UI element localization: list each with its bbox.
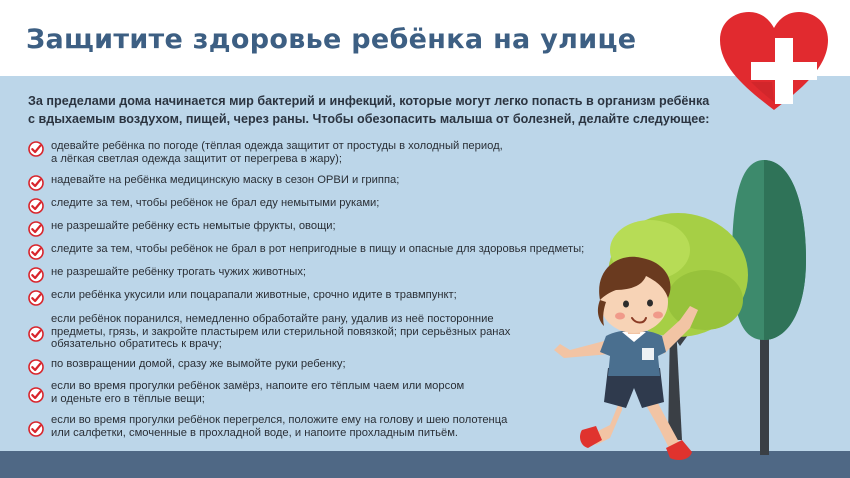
list-item [28, 174, 399, 191]
list-item [28, 266, 306, 283]
item-text: одевайте ребёнка по погоде (тёплая одежда защитит от простуды в холодный период, [51, 140, 503, 152]
list-item [28, 220, 336, 237]
checkmark-icon [28, 359, 44, 375]
checkmark-icon [28, 421, 44, 437]
item-text: если ребёнок поранился, немедленно обработайте рану, удалив из неё посторонние [51, 313, 494, 325]
heart-cross-icon [718, 10, 830, 114]
list-item [28, 140, 503, 165]
intro-text [28, 92, 718, 128]
list-item [28, 289, 457, 306]
item-text: не разрешайте ребёнку есть немытые фрукты, овощи; [51, 220, 336, 232]
checkmark-icon [28, 244, 44, 260]
item-text: если во время прогулки ребёнок замёрз, напоите его тёплым чаем или морсом [51, 380, 465, 392]
item-text: обязательно обратитесь к врачу; [51, 338, 222, 350]
checkmark-icon [28, 198, 44, 214]
item-text: и оденьте его в тёплые вещи; [51, 392, 205, 405]
checkmark-icon [28, 221, 44, 237]
intro-line: с вдыхаемым воздухом, пищей, через раны. Чтобы обезопасить малыша от болезней, делайте следующее: [28, 112, 710, 126]
list-item [28, 243, 584, 260]
list-item [28, 358, 346, 375]
item-text: если во время прогулки ребёнок перегрелся, положите ему на голову и шею полотенца [51, 414, 508, 426]
item-text: предметы, грязь, и закройте пластырем или стерильной повязкой; при серьёзных ранах [51, 325, 511, 338]
checkmark-icon [28, 141, 44, 157]
item-text: а лёгкая светлая одежда защитит от перегрева в жару); [51, 152, 342, 165]
checkmark-icon [28, 326, 44, 342]
list-item [28, 313, 510, 351]
checkmark-icon [28, 175, 44, 191]
checkmark-icon [28, 387, 44, 403]
item-text: следите за тем, чтобы ребёнок не брал в рот непригодные в пищу и опасные для здоровья предметы; [51, 243, 585, 255]
page-title: Защитите здоровье ребёнка на улице [26, 24, 637, 55]
tall-tree-icon [732, 160, 806, 455]
item-text: если ребёнка укусили или поцарапали животные, срочно идите в травмпункт; [51, 289, 457, 301]
intro-line: За пределами дома начинается мир бактерий и инфекций, которые могут легко попасть в организм ребёнка [28, 94, 710, 108]
checkmark-icon [28, 267, 44, 283]
item-text: следите за тем, чтобы ребёнок не брал еду немытыми руками; [51, 197, 380, 209]
list-item [28, 380, 464, 405]
item-text: надевайте на ребёнка медицинскую маску в сезон ОРВИ и гриппа; [51, 174, 400, 186]
list-item [28, 197, 379, 214]
list-item [28, 414, 507, 439]
checkmark-icon [28, 290, 44, 306]
item-text: по возвращении домой, сразу же вымойте руки ребенку; [51, 358, 346, 370]
child-and-trees-illustration [530, 140, 850, 478]
item-text: не разрешайте ребёнку трогать чужих животных; [51, 266, 307, 278]
item-text: или салфетки, смоченные в прохладной воде, и напоите прохладным питьём. [51, 426, 459, 439]
